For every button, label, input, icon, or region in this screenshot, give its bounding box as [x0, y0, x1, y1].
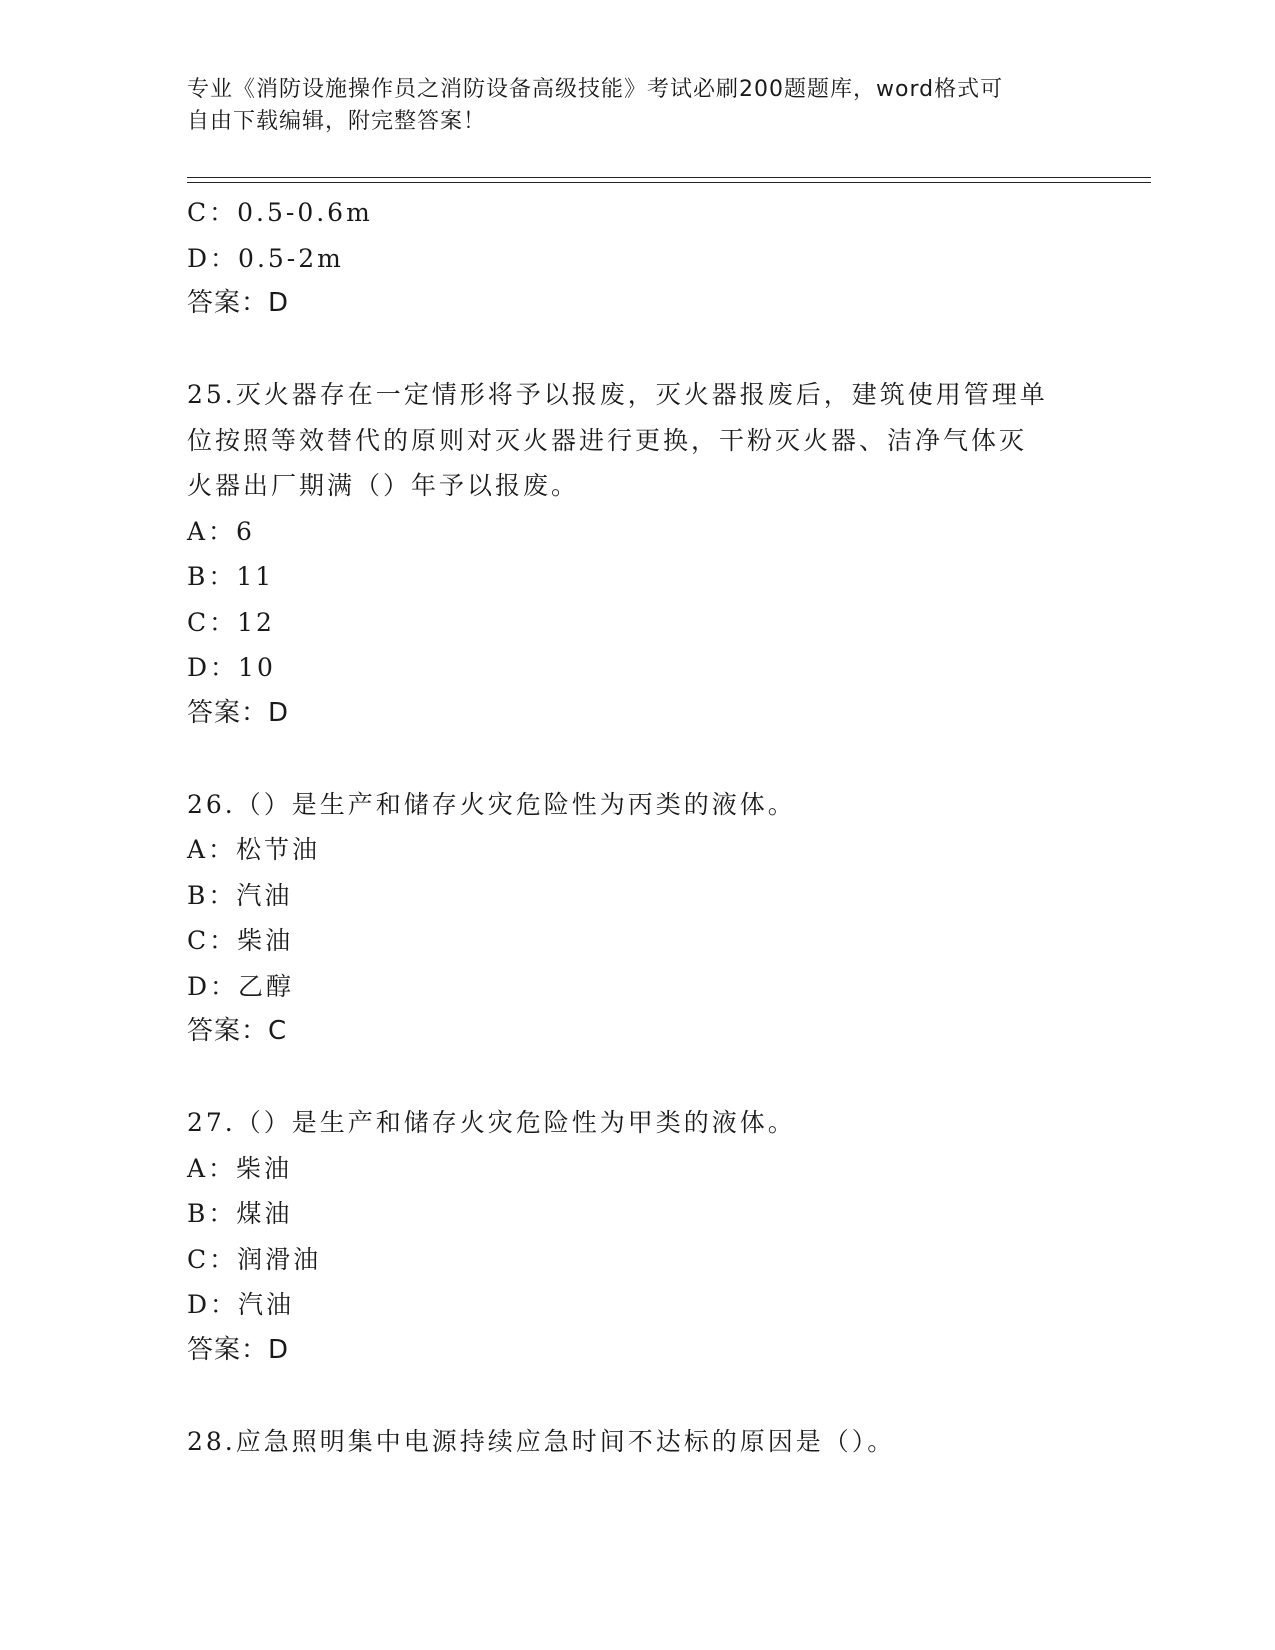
option-c: C：12	[187, 607, 275, 637]
question-gap	[187, 736, 1087, 782]
question-stem-line: 26.（）是生产和储存火灾危险性为丙类的液体。	[187, 789, 796, 819]
option-b: B：汽油	[187, 880, 293, 910]
question-stem-line: 27.（）是生产和储存火灾危险性为甲类的液体。	[187, 1108, 796, 1137]
option-b: B：煤油	[187, 1199, 293, 1228]
option-a: A：6	[187, 516, 255, 546]
question-gap	[187, 1055, 1087, 1101]
prev-question-tail	[187, 190, 1087, 327]
option-d: D：10	[187, 653, 276, 682]
header-divider-top	[187, 177, 1151, 178]
question-26	[187, 782, 1087, 1055]
question-27	[187, 1100, 1087, 1373]
option-line: D：0.5-2m	[187, 243, 344, 273]
option-line: C：0.5-0.6m	[187, 198, 373, 227]
question-28	[187, 1419, 1087, 1465]
option-a: A：松节油	[187, 835, 321, 864]
header-title-line-1: 专业《消防设施操作员之消防设备高级技能》考试必刷200题题库，word格式可	[187, 77, 1004, 102]
question-content	[187, 190, 1087, 1464]
answer-line: 答案：D	[187, 1334, 290, 1365]
option-c: C：柴油	[187, 926, 294, 955]
option-c: C：润滑油	[187, 1244, 322, 1274]
document-header	[187, 74, 1067, 138]
question-gap	[187, 1373, 1087, 1419]
answer-line: 答案：D	[187, 288, 290, 318]
header-divider-bottom	[187, 182, 1151, 183]
option-d: D：乙醇	[187, 971, 295, 1001]
answer-line: 答案：D	[187, 697, 290, 728]
option-b: B：11	[187, 562, 275, 591]
question-stem-line: 火器出厂期满（）年予以报废。	[187, 471, 580, 500]
option-a: A：柴油	[187, 1153, 293, 1183]
question-25	[187, 372, 1087, 736]
header-title-line-2: 自由下载编辑，附完整答案！	[187, 109, 487, 134]
question-stem-line: 位按照等效替代的原则对灭火器进行更换，干粉灭火器、洁净气体灭	[187, 425, 1028, 455]
option-d: D：汽油	[187, 1290, 295, 1319]
question-stem-line: 28.应急照明集中电源持续应急时间不达标的原因是（）。	[187, 1426, 896, 1456]
answer-line: 答案：C	[187, 1016, 288, 1046]
question-stem-line: 25.灭火器存在一定情形将予以报废，灭火器报废后，建筑使用管理单	[187, 380, 1048, 409]
question-gap	[187, 327, 1087, 373]
